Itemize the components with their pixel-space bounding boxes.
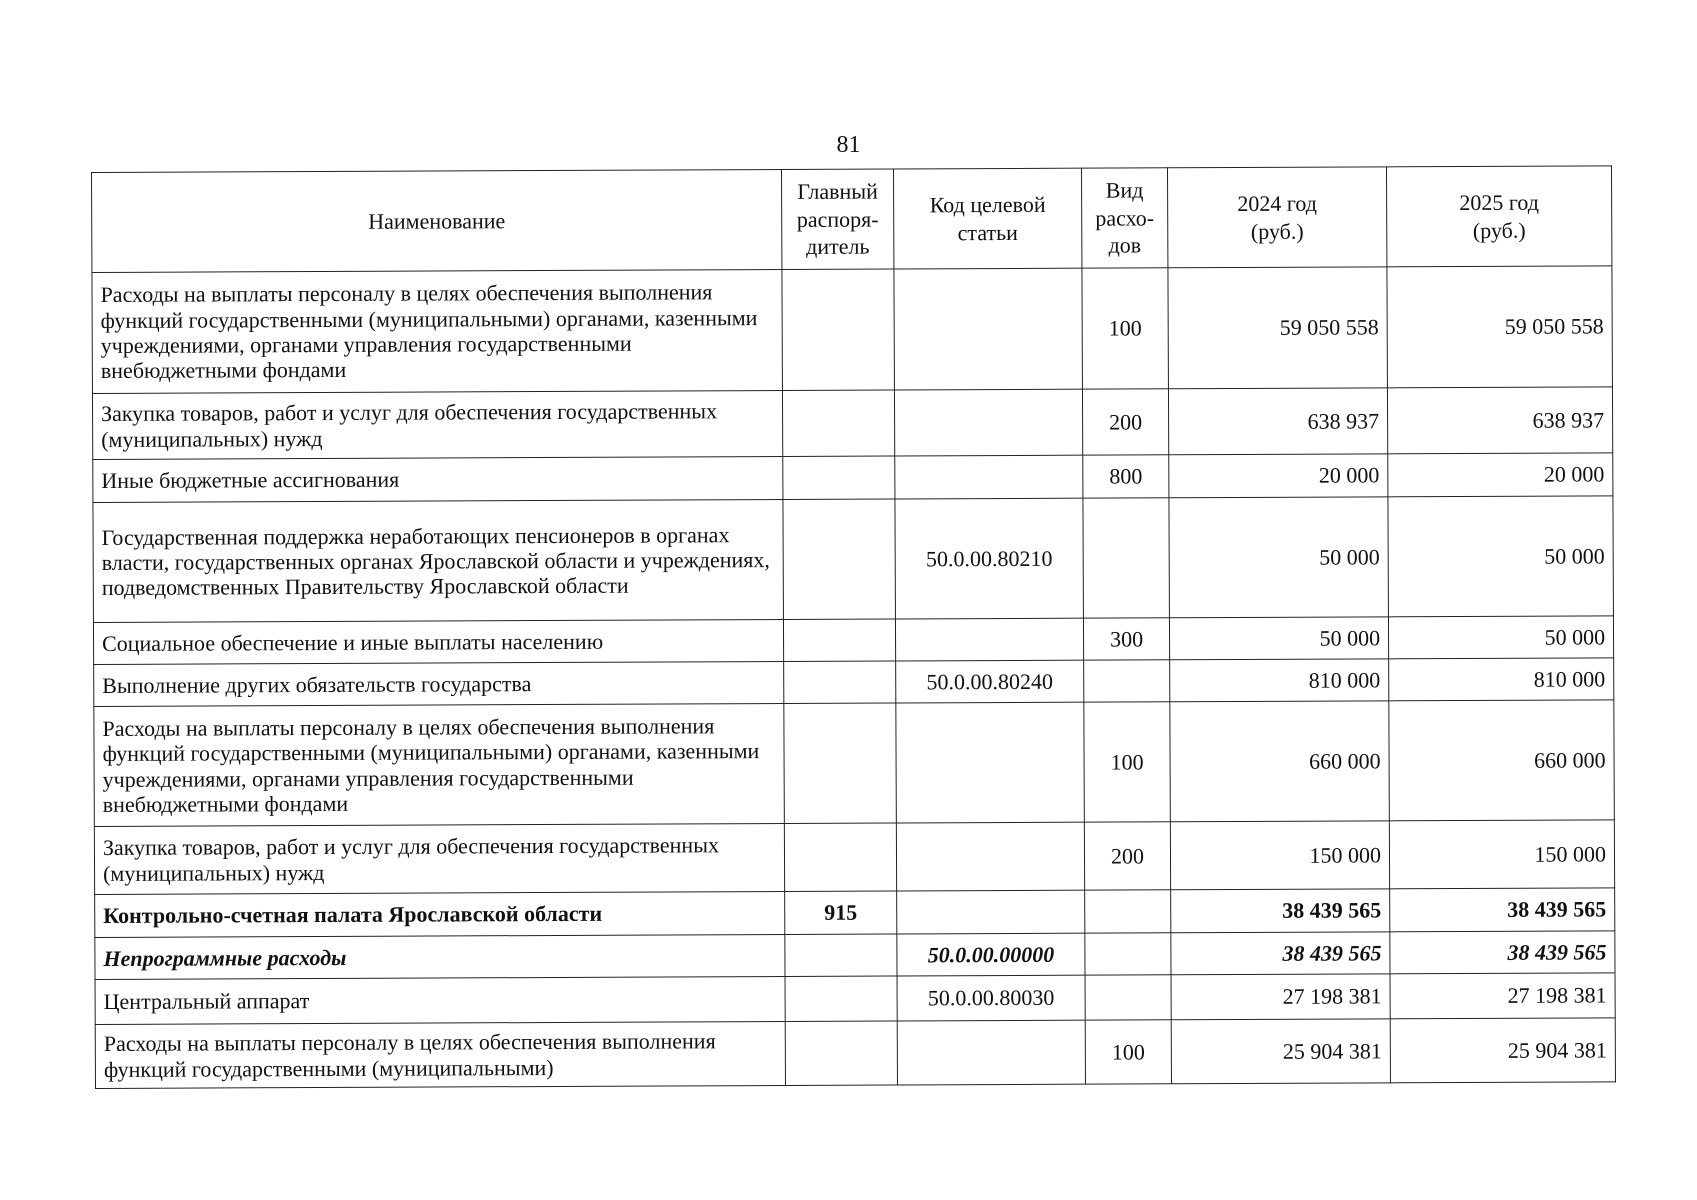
table-row-department <box>95 888 1615 938</box>
row-name: Закупка товаров, работ и услуг для обеспечения государственных (муниципальных) нужд <box>94 823 784 894</box>
row-code <box>894 268 1083 390</box>
row-type <box>1085 890 1171 933</box>
row-type <box>1085 933 1171 975</box>
row-grbs <box>782 269 895 390</box>
row-2024: 27 198 381 <box>1171 974 1390 1020</box>
row-2025: 38 439 565 <box>1390 931 1615 974</box>
row-code <box>897 890 1085 934</box>
row-grbs <box>783 619 895 661</box>
row-code: 50.0.00.80030 <box>897 975 1085 1021</box>
row-code: 50.0.00.80240 <box>896 660 1084 703</box>
row-2025: 150 000 <box>1389 820 1614 889</box>
row-name: Расходы на выплаты персоналу в целях обеспечения выполнения функций государственными (муниципальными) <box>95 1021 785 1088</box>
header-2025: 2025 год (руб.) <box>1386 166 1611 267</box>
row-grbs <box>785 934 897 976</box>
row-name: Закупка товаров, работ и услуг для обеспечения государственных (муниципальных) нужд <box>92 390 782 459</box>
table-row <box>94 820 1614 895</box>
row-2024: 50 000 <box>1169 497 1389 618</box>
row-grbs <box>785 1021 897 1085</box>
row-2024: 38 439 565 <box>1171 932 1390 975</box>
row-grbs <box>784 661 896 703</box>
table-row-section <box>95 931 1615 980</box>
header-grbs: Главный распоря- дитель <box>781 169 893 269</box>
row-2024: 20 000 <box>1169 454 1388 498</box>
table-row <box>93 496 1614 623</box>
row-code: 50.0.00.00000 <box>897 933 1085 976</box>
row-grbs <box>782 390 894 456</box>
row-code <box>896 702 1085 823</box>
row-name: Расходы на выплаты персоналу в целях обеспечения выполнения функций государственными (муниципальными) органами, казенными учреждениями, органами управления государственными внебюджетными фондами <box>94 703 785 826</box>
row-grbs <box>785 976 897 1021</box>
row-name: Социальное обеспечение и иные выплаты населению <box>93 619 783 664</box>
row-type: 100 <box>1082 268 1169 389</box>
row-2024: 38 439 565 <box>1171 889 1390 933</box>
row-name: Выполнение других обязательств государства <box>94 661 784 706</box>
table-row <box>95 1018 1615 1089</box>
row-type: 100 <box>1085 1020 1171 1084</box>
row-type: 100 <box>1084 702 1171 822</box>
row-code <box>895 618 1083 661</box>
header-2024: 2024 год (руб.) <box>1167 167 1386 268</box>
row-2025: 638 937 <box>1387 387 1612 454</box>
row-name: Расходы на выплаты персоналу в целях обеспечения выполнения функций государственными (муниципальными) органами, казенными учреждениями, органами управления государственными внебюджетными фондами <box>92 269 783 393</box>
row-2024: 50 000 <box>1169 617 1388 660</box>
row-2025: 50 000 <box>1388 616 1613 659</box>
row-name: Иные бюджетные ассигнования <box>93 456 783 502</box>
table-row <box>95 973 1615 1025</box>
row-name: Центральный аппарат <box>95 976 785 1024</box>
row-2025: 59 050 558 <box>1387 266 1613 388</box>
row-code <box>897 1020 1085 1085</box>
row-2024: 59 050 558 <box>1168 267 1388 389</box>
row-2025: 810 000 <box>1389 658 1614 701</box>
row-name: Государственная поддержка неработающих пенсионеров в органах власти, государственных органах Ярославской области и учреждениях, подведомственных Правительству Ярославской области <box>93 499 784 622</box>
table-row <box>93 453 1613 503</box>
row-type: 200 <box>1082 389 1168 455</box>
table-header-row <box>92 166 1612 273</box>
row-grbs <box>783 499 896 619</box>
row-grbs <box>783 456 895 499</box>
row-code <box>894 389 1082 456</box>
row-type <box>1084 660 1170 702</box>
row-2025: 27 198 381 <box>1390 973 1615 1019</box>
row-2024: 150 000 <box>1170 821 1389 890</box>
table-row <box>92 266 1613 394</box>
table-row <box>93 616 1613 665</box>
row-name: Контрольно-счетная палата Ярославской области <box>95 891 785 937</box>
row-type: 800 <box>1083 455 1169 498</box>
row-type <box>1085 975 1171 1020</box>
budget-table <box>91 165 1616 1089</box>
table-row <box>94 700 1615 827</box>
row-type <box>1083 498 1170 618</box>
row-2025: 50 000 <box>1388 496 1614 617</box>
page-number: 81 <box>836 132 861 158</box>
table-row <box>92 387 1612 460</box>
row-grbs: 915 <box>785 891 897 934</box>
row-type: 300 <box>1083 618 1169 660</box>
table-row <box>94 658 1614 707</box>
row-2025: 25 904 381 <box>1390 1018 1615 1083</box>
header-target-code: Код целевой статьи <box>893 168 1081 269</box>
row-2024: 810 000 <box>1170 659 1389 702</box>
row-code: 50.0.00.80210 <box>895 498 1084 619</box>
row-2024: 660 000 <box>1170 701 1390 822</box>
row-2025: 20 000 <box>1388 453 1613 497</box>
header-name: Наименование <box>92 169 782 272</box>
header-expense-type: Вид расхо- дов <box>1081 168 1167 268</box>
row-grbs <box>784 703 897 823</box>
row-name: Непрограммные расходы <box>95 934 785 979</box>
row-code <box>895 455 1083 499</box>
row-type: 200 <box>1084 822 1170 890</box>
row-grbs <box>784 823 896 891</box>
row-2024: 25 904 381 <box>1171 1019 1390 1084</box>
row-code <box>896 822 1084 891</box>
row-2025: 38 439 565 <box>1390 888 1615 932</box>
row-2024: 638 937 <box>1168 388 1387 455</box>
row-2025: 660 000 <box>1389 700 1615 821</box>
